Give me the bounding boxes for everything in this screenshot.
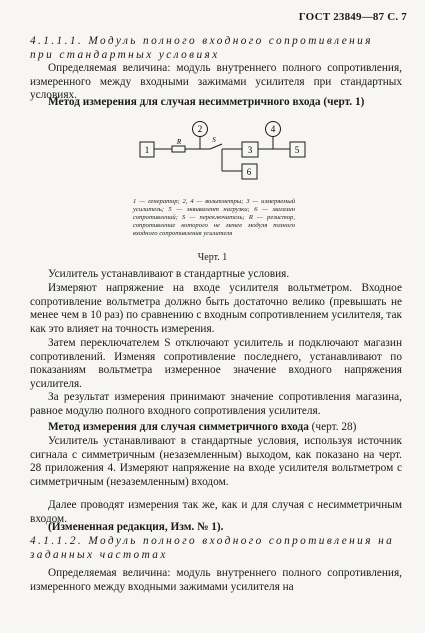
section-4-1-1-2-definition: Определяемая величина: модуль внутреннего полного сопротивления, измеренного между входными зажимами усилителя на [30, 567, 402, 593]
figure-legend: 1 — генератор; 2, 4 — вольтметры; 3 — измеряемый усилитель; 5 — эквивалент нагрузки; 6 — магазин сопротивлений; S — переключатель; R — резистор, сопротивление которого не менее модуля полного входного сопротивления усилителя [133, 198, 295, 238]
section-4-1-1-1-definition: Определяемая величина: модуль внутреннего полного сопротивления, измеренного между входными зажимами усилителя при стандартных условиях. [30, 62, 402, 102]
block-label-6: 6 [246, 167, 252, 177]
paragraph-further: Далее проводят измерения так же, как и для случая с несимметричным входом. [30, 499, 402, 525]
resistor-r [172, 146, 185, 152]
method-symmetric-ref: (черт. 28) [311, 421, 357, 433]
method-unsymmetric-heading: Метод измерения для случая несимметричного входа (черт. 1) [48, 96, 365, 108]
paragraph-result: За результат измерения принимают значение сопротивления магазина, равное модулю полного входного сопротивления усилителя. [30, 391, 402, 417]
paragraph-switch-s: Затем переключателем S отключают усилитель и подключают магазин сопротивлений. Изменяя сопротивление последнего, устанавливают по показаниям вольтметра измеренное значение входного напряжения усилителя. [30, 337, 402, 390]
block-label-1: 1 [144, 145, 150, 155]
meter-label-4: 4 [270, 124, 276, 134]
measurement-circuit-diagram [130, 116, 320, 188]
amendment-note: (Измененная редакция, Изм. № 1). [48, 521, 224, 533]
block-label-3: 3 [247, 145, 253, 155]
method-symmetric-title: Метод измерения для случая симметричного входа [48, 421, 309, 433]
figure-caption: Черт. 1 [197, 252, 228, 263]
resistor-label: R [176, 138, 182, 146]
paragraph-measure-voltage: Измеряют напряжение на входе усилителя вольтметром. Входное сопротивление вольтметра должно быть достаточно велико (превышать не менее чем в 10 раз) по сравнению с входным сопротивлением усилителя, так как это влияет на точность измерения. [30, 282, 402, 335]
page-header: ГОСТ 23849—87 С. 7 [298, 11, 407, 23]
meter-label-2: 2 [197, 124, 203, 134]
section-4-1-1-2-title: 4.1.1.2. Модуль полного входного сопротивления на заданных частотах [30, 535, 395, 561]
paragraph-symmetric-procedure: Усилитель устанавливают в стандартные условия, используя источник сигнала с симметричным (незаземленным) выходом, как показано на черт. 28 приложения 4. Измеряют напряжение на входе усилителя вольтметром с симметричным (незаземленным) входом. [30, 435, 402, 488]
switch-label: S [212, 136, 216, 144]
paragraph-standard-conditions: Усилитель устанавливают в стандартные условия. [48, 268, 290, 280]
method-symmetric-heading [30, 421, 402, 435]
section-4-1-1-1-title: 4.1.1.1. Модуль полного входного сопротивления при стандартных условиях [30, 35, 373, 61]
block-label-5: 5 [294, 145, 300, 155]
